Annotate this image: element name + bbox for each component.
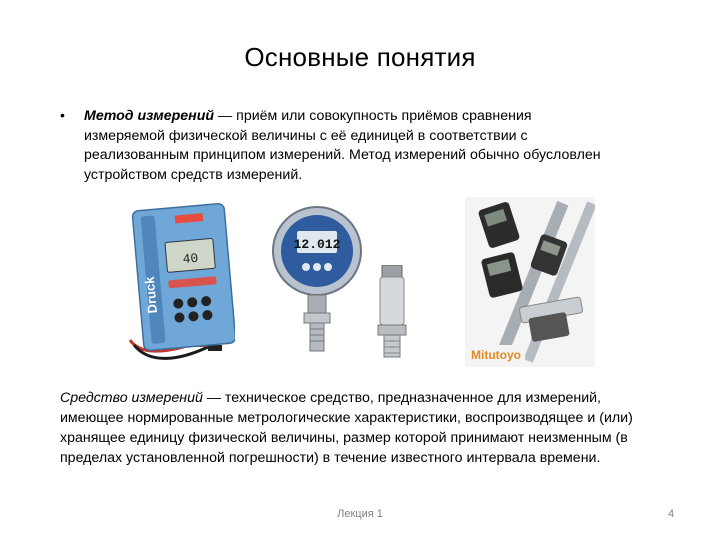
druck-logo: Druck (141, 276, 160, 315)
calipers-micrometer-image (465, 197, 595, 367)
mitutoyo-logo: Mitutoyo (471, 348, 521, 362)
digital-pressure-gauge-image (270, 203, 365, 358)
bullet-marker: • (60, 107, 65, 123)
footer-lecture: Лекция 1 (337, 508, 383, 520)
term-method: Метод измерений (84, 108, 215, 124)
measuring-instrument-definition-text: — техническое средство, предназначенное для измерений, имеющее нормированные метрологические характеристики, воспроизводящее и (или) хранящее единицу физической величины, размер которой принимают неизменным (в пределах установленной погрешности) в течение известного интервала времени. (60, 390, 633, 466)
bullet-paragraph (84, 107, 604, 185)
druck-display: 40 (182, 250, 199, 268)
method-definition-text: — приём или совокупность приёмов сравнения измеряемой физической величины с её единицей в соответствии с реализованным принципом измерений. Метод измерений обычно обусловлен устройством средств измерений. (84, 108, 601, 183)
gauge-display: 12.012 (293, 237, 341, 252)
pressure-sensor-image (372, 265, 412, 360)
slide-title: Основные понятия (244, 42, 476, 72)
portable-calibrator-image (120, 195, 235, 367)
measuring-instrument-definition (60, 388, 645, 468)
footer-page-number: 4 (668, 508, 675, 520)
measuring-instruments-images (120, 195, 600, 370)
term-measuring-instrument: Средство измерений (60, 390, 203, 406)
